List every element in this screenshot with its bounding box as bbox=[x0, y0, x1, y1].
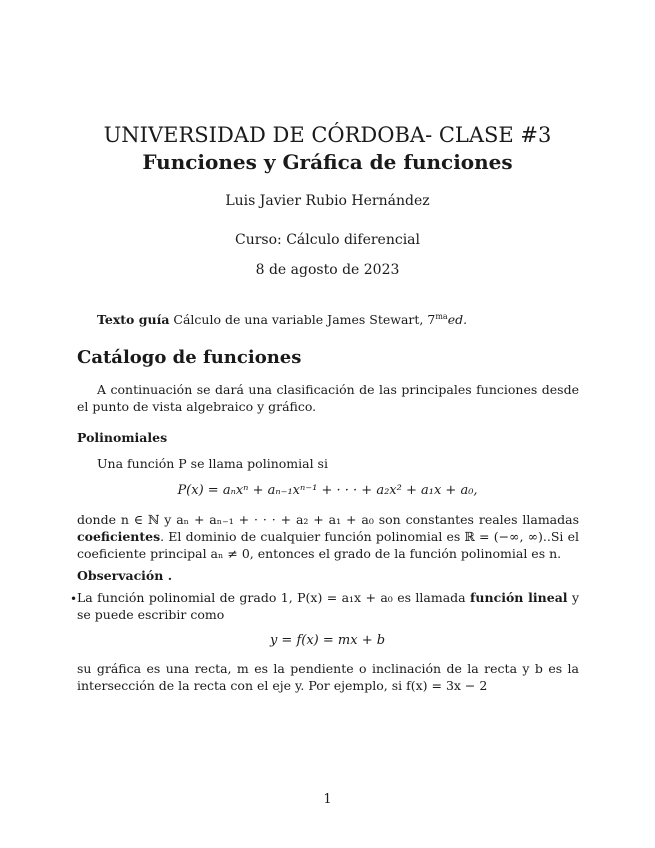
polinomial-intro: Una función P se llama polinomial si bbox=[97, 456, 328, 471]
author: Luis Javier Rubio Hernández bbox=[225, 193, 430, 209]
linear-equation: y = f(x) = mx + b bbox=[269, 633, 386, 648]
page-number: 1 bbox=[323, 792, 332, 807]
texto-guia-sup: ma bbox=[435, 312, 448, 321]
funcion-lineal-term: función lineal bbox=[470, 590, 568, 605]
linear-description: su gráfica es una recta, m es la pendiente o inclinación de la recta y b es la intersección de la recta con el eje y. Por ejemplo, si f(x) = 3x − 2 bbox=[77, 661, 579, 693]
polynomial-definition bbox=[77, 511, 579, 562]
texto-guia-label: Texto guía bbox=[97, 312, 170, 328]
section-intro: A continuación se dará una clasificación de las principales funciones desde el punto de vista algebraico y gráfico. bbox=[77, 382, 579, 414]
bullet-text-a: La función polinomial de grado 1, P(x) = a₁x + a₀ es llamada bbox=[77, 590, 466, 605]
section-title: Catálogo de funciones bbox=[77, 347, 302, 368]
texto-guia-text: Cálculo de una variable James Stewart, 7 bbox=[173, 312, 436, 328]
date: 8 de agosto de 2023 bbox=[255, 262, 400, 278]
course: Curso: Cálculo diferencial bbox=[235, 232, 420, 248]
coeficientes-term: coeficientes bbox=[77, 529, 161, 544]
polinomiales-heading: Polinomiales bbox=[77, 430, 168, 445]
texto-guia bbox=[97, 312, 467, 327]
definition-text-b: . El dominio de cualquier función polinomial es ℝ = (−∞, ∞)..Si el coeficiente principal aₙ ≠ 0, entonces el grado de la función polinomial es n. bbox=[77, 529, 579, 561]
observacion-bullet bbox=[77, 589, 579, 623]
observacion-heading: Observación . bbox=[77, 568, 173, 583]
page-title: UNIVERSIDAD DE CÓRDOBA- CLASE #3 bbox=[103, 123, 552, 147]
texto-guia-suffix: ed. bbox=[447, 312, 468, 328]
definition-text-a: donde n ∈ ℕ y aₙ + aₙ₋₁ + · · · + a₂ + a₁ + a₀ son constantes reales llamadas bbox=[77, 512, 579, 527]
bullet-icon: • bbox=[70, 592, 78, 606]
page-subtitle: Funciones y Gráfica de funciones bbox=[142, 150, 513, 174]
polynomial-equation: P(x) = aₙxⁿ + aₙ₋₁xⁿ⁻¹ + · · · + a₂x² + a₁x + a₀, bbox=[177, 483, 478, 498]
bullet-text-b: y se puede escribir como bbox=[77, 590, 580, 622]
